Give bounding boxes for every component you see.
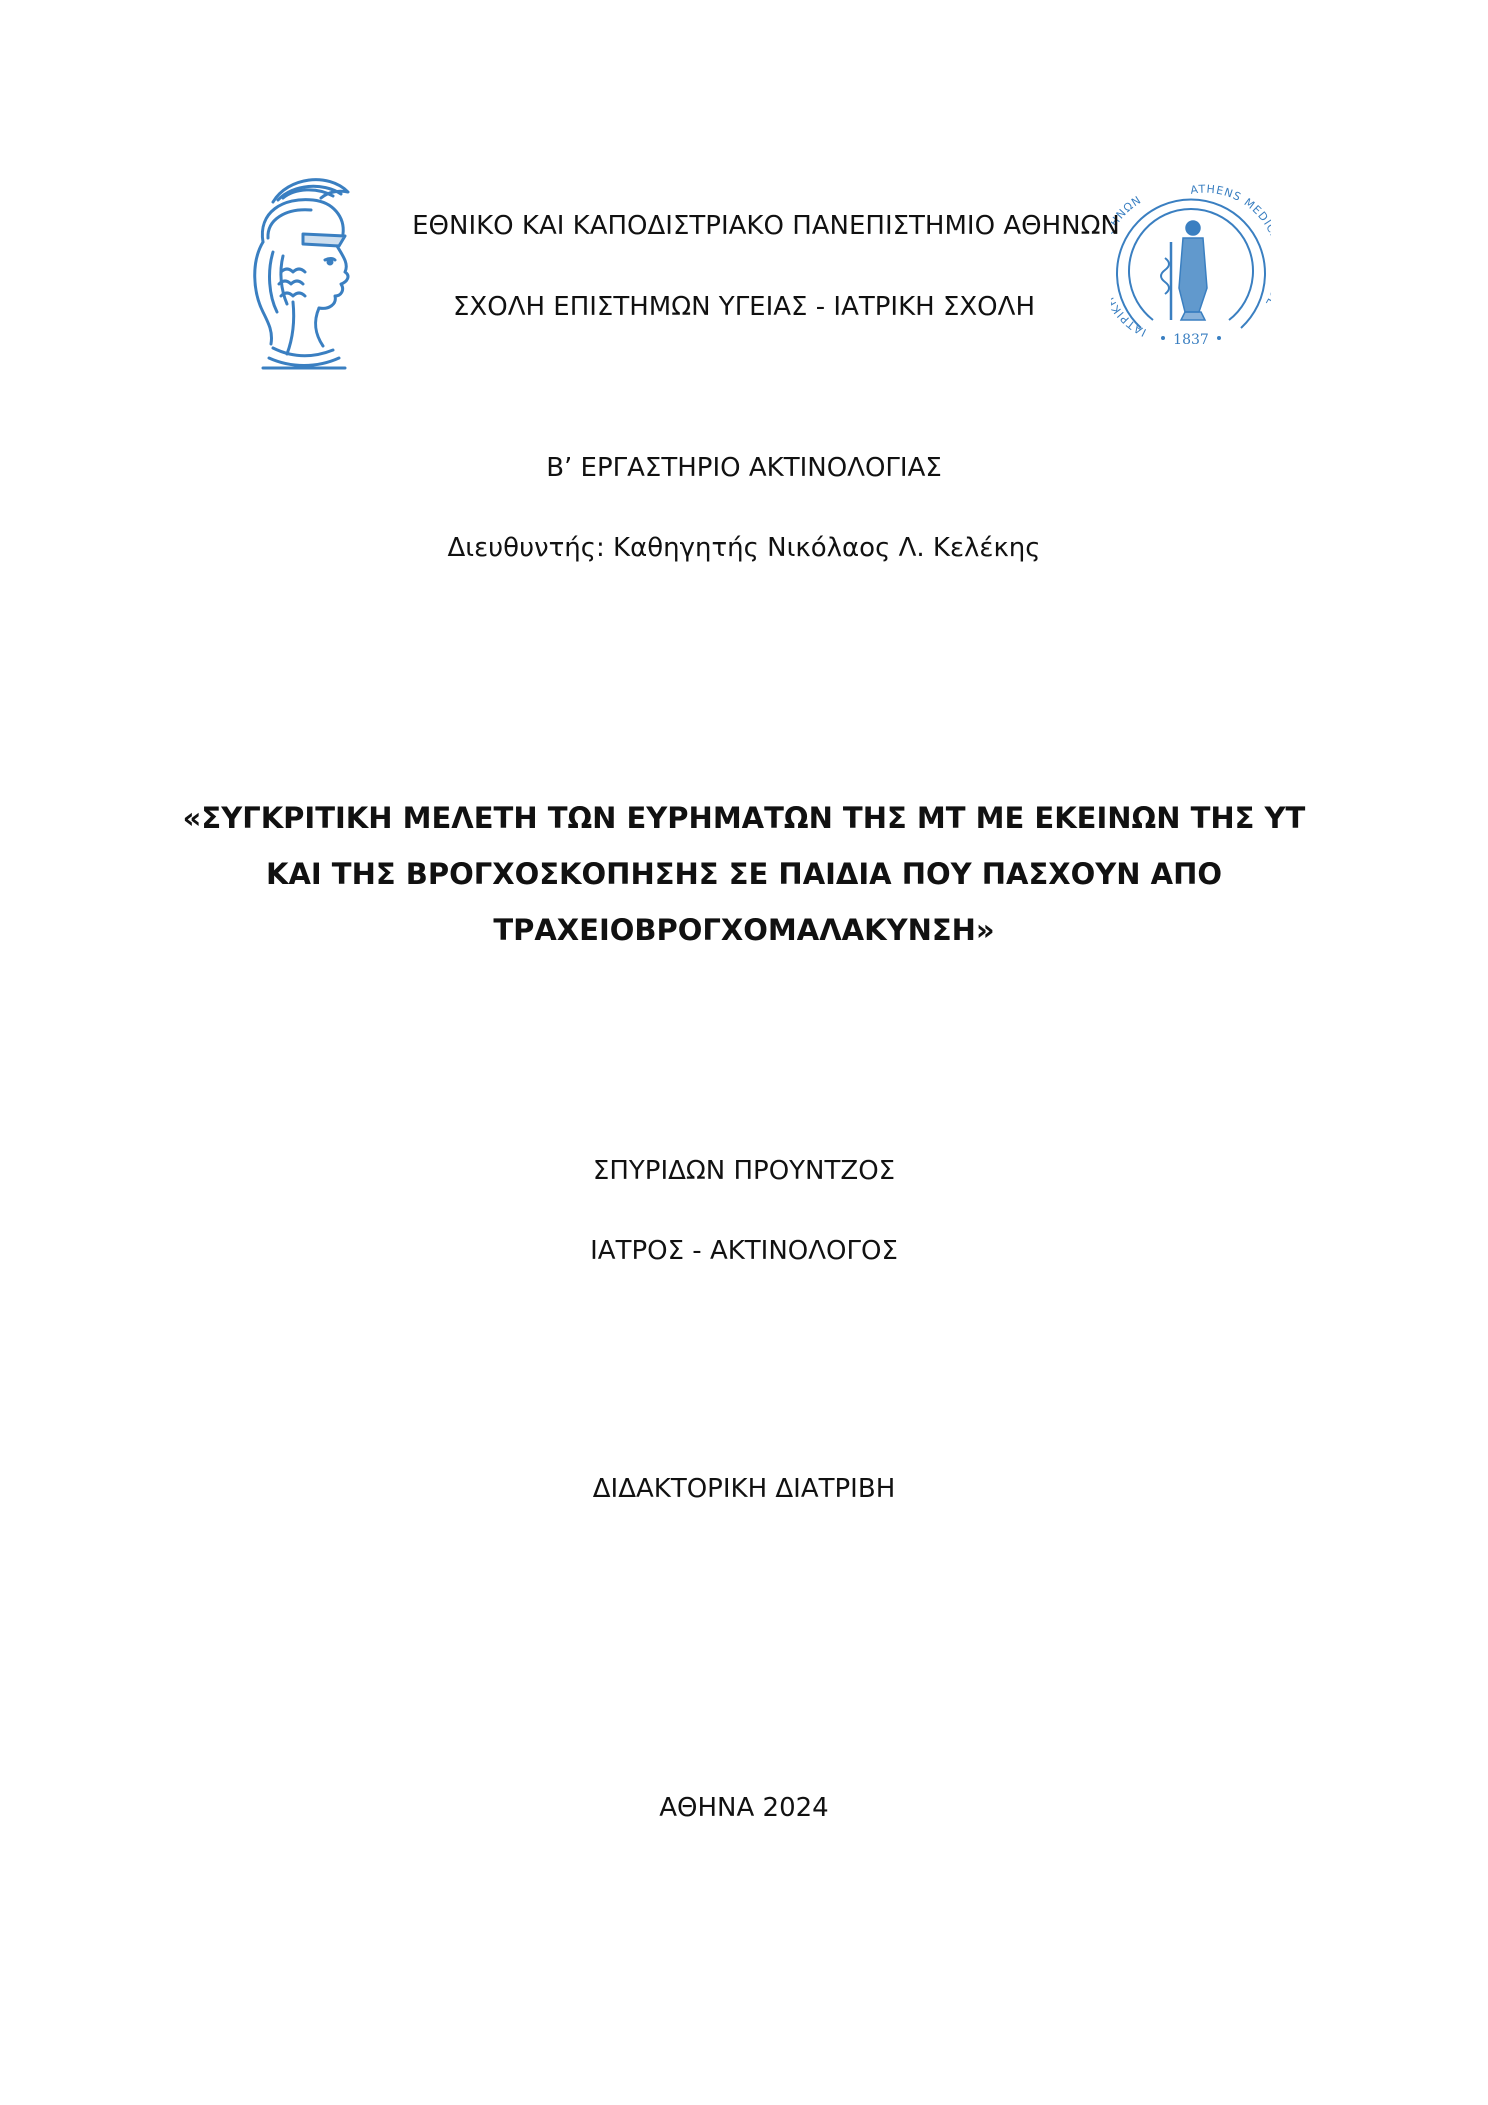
- thesis-title-line: «ΣΥΓΚΡΙΤΙΚΗ ΜΕΛΕΤΗ ΤΩΝ ΕΥΡΗΜΑΤΩΝ ΤΗΣ ΜΤ ΜΕ ΕΚΕΙΝΩΝ ΤΗΣ ΥΤ: [182, 801, 1306, 835]
- athena-head-logo: [233, 172, 363, 372]
- author-role: ΙΑΤΡΟΣ - ΑΚΤΙΝΟΛΟΓΟΣ: [590, 1236, 898, 1266]
- thesis-title-line: ΤΡΑΧΕΙΟΒΡΟΓΧΟΜΑΛΑΚΥΝΣΗ»: [493, 913, 995, 947]
- place-and-year: ΑΘΗΝΑ 2024: [659, 1793, 829, 1823]
- thesis-title-line: ΚΑΙ ΤΗΣ ΒΡΟΓΧΟΣΚΟΠΗΣΗΣ ΣΕ ΠΑΙΔΙΑ ΠΟΥ ΠΑΣΧΟΥΝ ΑΠΟ: [265, 857, 1222, 891]
- school-name: ΣΧΟΛΗ ΕΠΙΣΤΗΜΩΝ ΥΓΕΙΑΣ - ΙΑΤΡΙΚΗ ΣΧΟΛΗ: [452, 292, 1035, 322]
- lab-director: Διευθυντής: Καθηγητής Νικόλαος Λ. Κελέκης: [447, 533, 1041, 563]
- university-name: ΕΘΝΙΚΟ ΚΑΙ ΚΑΠΟΔΙΣΤΡΙΑΚΟ ΠΑΝΕΠΙΣΤΗΜΙΟ ΑΘΗΝΩΝ: [412, 211, 1120, 241]
- document-type: ΔΙΔΑΚΤΟΡΙΚΗ ΔΙΑΤΡΙΒΗ: [592, 1474, 896, 1504]
- athens-medical-school-seal: [1111, 180, 1271, 355]
- seal-year: 1837: [1173, 332, 1209, 348]
- seal-text-english: ATHENS MED: [1189, 182, 1271, 225]
- author-name: ΣΠΥΡΙΔΩΝ ΠΡΟΥΝΤΖΟΣ: [592, 1156, 896, 1186]
- seal-text-greek: ΙΑΤΡΙ ΝΩΝ: [1113, 193, 1149, 339]
- lab-name: Β’ ΕΡΓΑΣΤΗΡΙΟ ΑΚΤΙΝΟΛΟΓΙΑΣ: [546, 453, 942, 483]
